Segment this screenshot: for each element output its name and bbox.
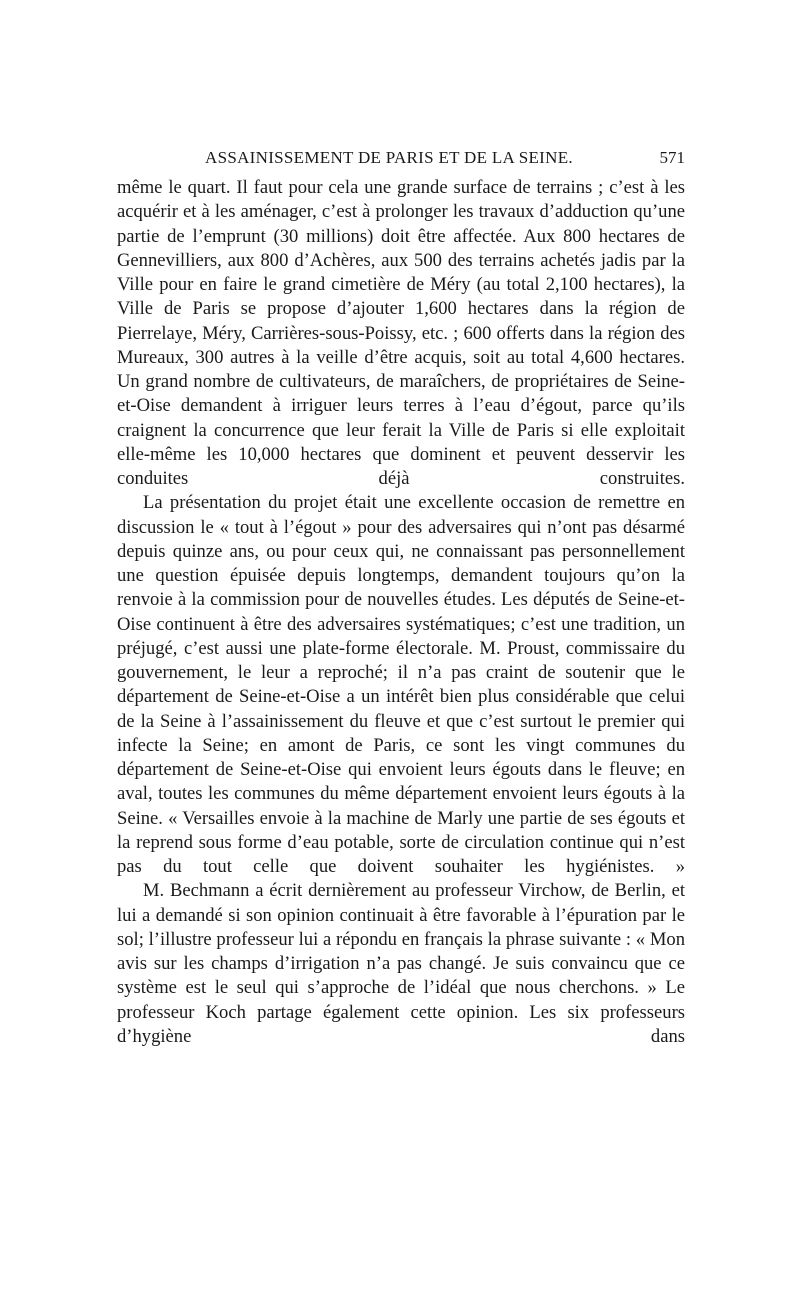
paragraph-tout-a-legout: La présentation du projet était une excellente occasion de remettre en discussion le « tout à l’égout » pour des adversaires qui n’ont pas désarmé depuis quinze ans, ou pour ceux qui, ne connaissant pas personnellement une question épuisée depuis longtemps, demandent toujours qu’on la renvoie à la commission pour de nouvelles études. Les députés de Seine-et-Oise continuent à être des adversaires systématiques; c’est une tradition, un préjugé, c’est aussi une plate-forme électorale. M. Proust, commissaire du gouvernement, le leur a reproché; il n’a pas craint de soutenir que le département de Seine-et-Oise a un intérêt bien plus considérable que celui de la Seine à l’assainissement du fleuve et que c’est surtout le premier qui infecte la Seine; en amont de Paris, ce sont les vingt communes du département de Seine-et-Oise qui envoient leurs égouts dans le fleuve; en aval, toutes les communes du même département envoient leurs égouts à la Seine. « Versailles envoie à la machine de Marly une partie de ses égouts et la reprend sous forme d’eau potable, sorte de circulation continue qui n’est pas du tout celle que doivent souhaiter les hygiénistes. »: [117, 492, 685, 877]
body-text: [117, 176, 685, 1049]
running-title: ASSAINISSEMENT DE PARIS ET DE LA SEINE.: [205, 148, 573, 167]
book-page: [117, 148, 685, 1049]
paragraph-continuation: même le quart. Il faut pour cela une grande surface de terrains ; c’est à les acquérir et à les aménager, c’est à prolonger les travaux d’adduction qu’une partie de l’emprunt (30 millions) doit être affectée. Aux 800 hectares de Gennevilliers, aux 800 d’Achères, aux 500 des terrains achetés jadis par la Ville pour en faire le grand cimetière de Méry (au total 2,100 hectares), la Ville de Paris se propose d’ajouter 1,600 hectares dans la région de Pierrelaye, Méry, Carrières-sous-Poissy, etc. ; 600 offerts dans la région des Mureaux, 300 autres à la veille d’être acquis, soit au total 4,600 hectares. Un grand nombre de cultivateurs, de maraîchers, de propriétaires de Seine-et-Oise demandent à irriguer leurs terres à l’eau d’égout, parce qu’ils craignent la concurrence que leur ferait la Ville de Paris si elle exploitait elle-même les 10,000 hectares que dominent et peuvent desservir les conduites déjà construites.: [117, 177, 685, 489]
paragraph-bechmann-virchow: M. Bechmann a écrit dernièrement au professeur Virchow, de Berlin, et lui a demandé si son opinion continuait à être favorable à l’épuration par le sol; l’illustre professeur lui a répondu en français la phrase suivante : « Mon avis sur les champs d’irrigation n’a pas changé. Je suis convaincu que ce système est le seul qui s’approche de l’idéal que nous cherchons. » Le professeur Koch partage également cette opinion. Les six professeurs d’hygiène dans: [117, 880, 685, 1047]
running-header: [117, 148, 685, 172]
page-number: 571: [659, 148, 685, 167]
